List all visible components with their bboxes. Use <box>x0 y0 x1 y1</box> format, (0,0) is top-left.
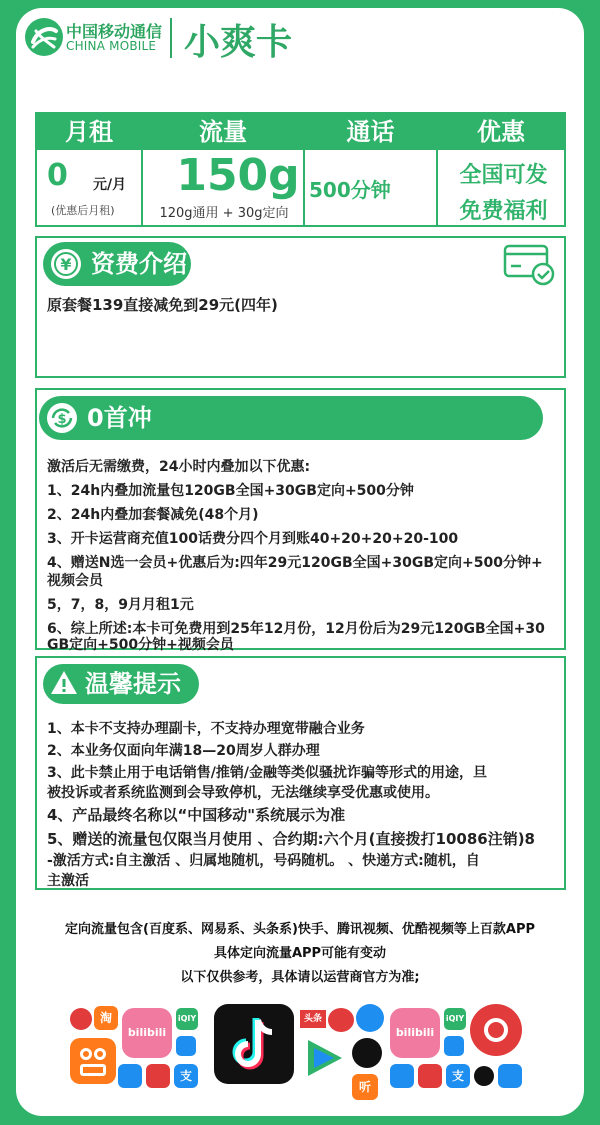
tip-line: 5、赠送的流量包仅限当月使用 、合约期:六个月(直接拨打10086注销)8 <box>47 830 535 848</box>
first-charge-title-pill <box>39 396 543 440</box>
first-charge-line: 5，7，8，9月月租1元 <box>47 597 194 613</box>
fees-description: 原套餐139直接减免到29元(四年) <box>47 296 278 314</box>
tips-title-pill <box>43 664 199 704</box>
svg-text:¥: ¥ <box>60 255 72 274</box>
toutiao-icon: 头条 <box>300 1010 326 1028</box>
first-charge-line: 视频会员 <box>47 573 103 589</box>
tips-section <box>35 656 566 890</box>
tip-line: 4、产品最终名称以“中国移动"系统展示为准 <box>47 806 346 824</box>
app-icons-strip <box>70 1004 530 1104</box>
plan-table <box>35 112 566 227</box>
tip-line: 2、本业务仅面向年满18—20周岁人群办理 <box>47 743 320 759</box>
perk-line-1: 全国可发 <box>459 163 548 188</box>
footer-line-2: 具体定向流量APP可能有变动 <box>213 946 387 961</box>
brand-name-cn: 中国移动通信 <box>66 22 163 41</box>
news-icon <box>356 1004 384 1032</box>
column-divider <box>436 114 438 225</box>
monthly-fee-value: 0 <box>47 158 68 193</box>
coin-refresh-icon <box>45 401 79 435</box>
fees-title: 资费介绍 <box>91 250 187 278</box>
youku-icon-2 <box>390 1064 414 1088</box>
mango-tv-icon-2 <box>418 1064 442 1088</box>
bilibili-icon-2: bilibili <box>390 1008 440 1058</box>
fees-title-pill <box>43 242 191 286</box>
yen-coin-icon <box>49 247 83 281</box>
tip-line: 主激活 <box>47 873 89 889</box>
weibo-icon <box>328 1008 354 1032</box>
first-charge-line: 4、赠送N选一会员+优惠后为:四年29元120GB全国+30GB定向+500分钟+ <box>47 555 543 571</box>
qq-icon <box>70 1008 92 1030</box>
iqiyi-icon-2: iQIY <box>444 1008 466 1030</box>
warning-icon <box>49 668 79 698</box>
plan-header-monthly-fee: 月租 <box>37 114 141 150</box>
china-mobile-logo-icon <box>24 17 64 57</box>
first-charge-line: 6、综上所述:本卡可免费用到25年12月份，12月份后为29元120GB全国+30 <box>47 621 545 637</box>
perk-line-2: 免费福利 <box>459 199 548 224</box>
footer-line-3: 以下仅供参考，具体请以运营商官方为准; <box>180 970 420 985</box>
tip-line: -激活方式:自主激活 、归属地随机，号码随机。 、快递方式:随机，自 <box>47 853 480 869</box>
plan-header-perks: 优惠 <box>438 114 564 150</box>
data-allowance-value: 150g <box>176 150 300 201</box>
iqiyi-icon: iQIY <box>176 1008 198 1030</box>
cctv-icon <box>176 1036 196 1056</box>
first-charge-title: 0首冲 <box>87 404 152 432</box>
first-charge-section <box>35 388 566 653</box>
alipay-icon-2: 支 <box>446 1064 470 1088</box>
alipay-icon: 支 <box>174 1064 198 1088</box>
tip-line: 被投诉或者系统监测到会导致停机，无法继续享受优惠或使用。 <box>47 785 439 801</box>
first-charge-line: 2、24h内叠加套餐减免(48个月) <box>47 507 259 523</box>
tips-title: 温馨提示 <box>85 670 181 698</box>
plan-header-data: 流量 <box>143 114 303 150</box>
netease-music-icon <box>470 1004 522 1056</box>
tip-line: 1、本卡不支持办理副卡，不支持办理宽带融合业务 <box>47 721 365 737</box>
card-check-icon <box>503 242 555 286</box>
call-minutes-value: 500分钟 <box>309 178 391 202</box>
svg-text:$: $ <box>57 412 67 427</box>
douyin-icon <box>214 1004 294 1084</box>
product-name: 小爽卡 <box>184 22 293 63</box>
brand-name-en: CHINA MOBILE <box>66 39 157 53</box>
first-charge-line: 1、24h内叠加流量包120GB全国+30GB定向+500分钟 <box>47 483 414 499</box>
first-charge-line: 激活后无需缴费，24小时内叠加以下优惠: <box>47 459 311 475</box>
first-charge-line: 3、开卡运营商充值100话费分四个月到账40+20+20+20-100 <box>47 531 459 547</box>
netease-cloud-icon <box>352 1038 382 1068</box>
header-divider <box>170 18 172 58</box>
footer-line-1: 定向流量包含(百度系、网易系、头条系)快手、腾讯视频、优酷视频等上百款APP <box>65 922 535 937</box>
cctv-icon-2 <box>444 1036 464 1056</box>
bilibili-icon: bilibili <box>122 1008 172 1058</box>
first-charge-line: GB定向+500分钟+视频会员 <box>47 637 234 653</box>
dingtalk-icon <box>498 1064 522 1088</box>
monthly-fee-unit: 元/月 <box>93 177 127 193</box>
kuaishou-icon <box>70 1038 116 1084</box>
fees-section <box>35 236 566 378</box>
tip-line: 3、此卡禁止用于电话销售/推销/金融等类似骚扰诈骗等形式的用途，旦 <box>47 765 487 781</box>
youku-icon <box>118 1064 142 1088</box>
qq-penguin-icon <box>474 1066 494 1086</box>
tencent-video-icon <box>302 1036 346 1080</box>
plan-header-calls: 通话 <box>305 114 436 150</box>
ximalaya-icon: 听 <box>352 1074 378 1100</box>
data-allowance-note: 120g通用 + 30g定向 <box>159 206 289 221</box>
monthly-fee-note: (优惠后月租) <box>51 204 115 217</box>
mango-tv-icon <box>146 1064 170 1088</box>
taobao-icon: 淘 <box>94 1006 118 1030</box>
